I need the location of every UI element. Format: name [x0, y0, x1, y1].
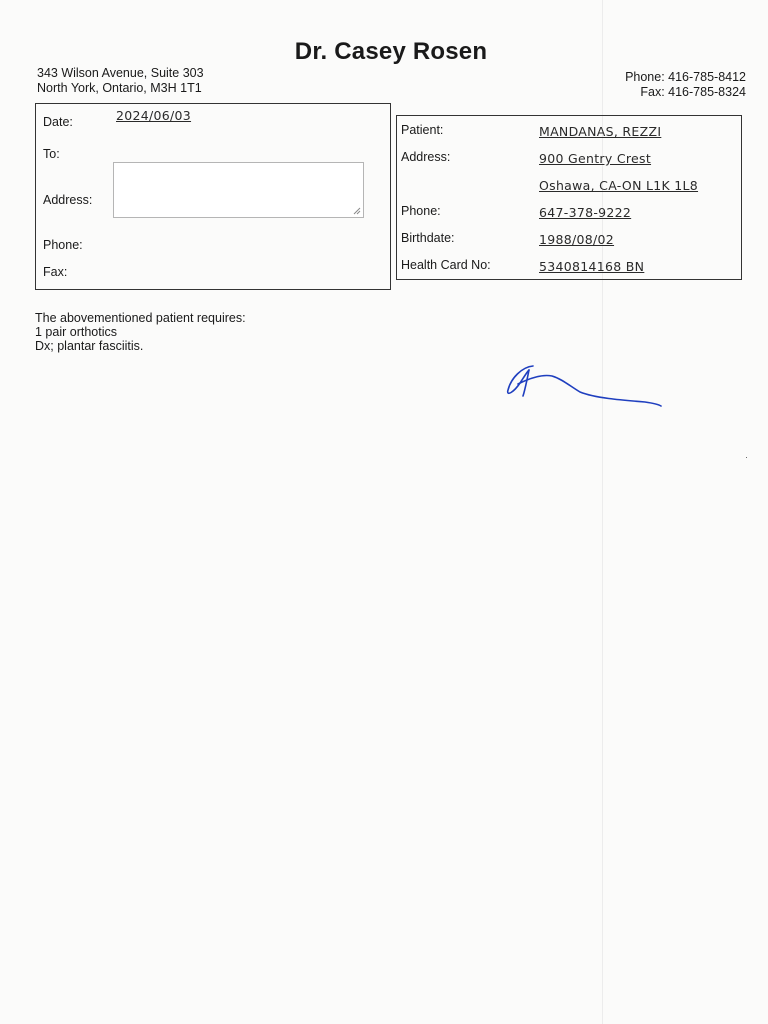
patient-address-line1-field[interactable]: 900 Gentry Crest [539, 151, 652, 166]
doctor-name-heading: Dr. Casey Rosen [294, 38, 488, 65]
patient-address-label: Address: [401, 150, 451, 164]
prescription-body [35, 311, 246, 353]
resize-grip-icon[interactable] [353, 207, 361, 215]
requirement-intro: The abovementioned patient requires: [35, 311, 246, 325]
date-field[interactable]: 2024/06/03 [116, 108, 192, 123]
clinic-fax: Fax: 416-785-8324 [640, 85, 746, 99]
patient-phone-label: Phone: [401, 204, 441, 218]
patient-box [396, 115, 742, 280]
health-card-field[interactable]: 5340814168 BN [539, 259, 645, 274]
recipient-address-textarea[interactable] [113, 162, 364, 218]
signature-image [500, 352, 670, 422]
fax-label: Fax: [43, 265, 68, 279]
patient-label: Patient: [401, 123, 444, 137]
clinic-address [37, 66, 204, 96]
date-label: Date: [43, 115, 73, 129]
patient-name-field[interactable]: MANDANAS, REZZI [539, 124, 662, 139]
patient-address-line2-field[interactable]: Oshawa, CA-ON L1K 1L8 [539, 178, 699, 193]
clinic-address-line1: 343 Wilson Avenue, Suite 303 [37, 66, 204, 80]
recipient-box [35, 103, 391, 290]
to-label: To: [43, 147, 60, 161]
address-label: Address: [43, 193, 93, 207]
patient-phone-field[interactable]: 647-378-9222 [539, 205, 632, 220]
requirement-item: 1 pair orthotics [35, 325, 117, 339]
health-card-label: Health Card No: [401, 258, 491, 272]
diagnosis-line: Dx; plantar fasciitis. [35, 339, 144, 353]
phone-label: Phone: [43, 238, 83, 252]
scan-speck [746, 457, 747, 458]
clinic-contact [625, 70, 746, 100]
birthdate-field[interactable]: 1988/08/02 [539, 232, 615, 247]
clinic-address-line2: North York, Ontario, M3H 1T1 [37, 81, 202, 95]
clinic-phone: Phone: 416-785-8412 [625, 70, 746, 84]
birthdate-label: Birthdate: [401, 231, 455, 245]
